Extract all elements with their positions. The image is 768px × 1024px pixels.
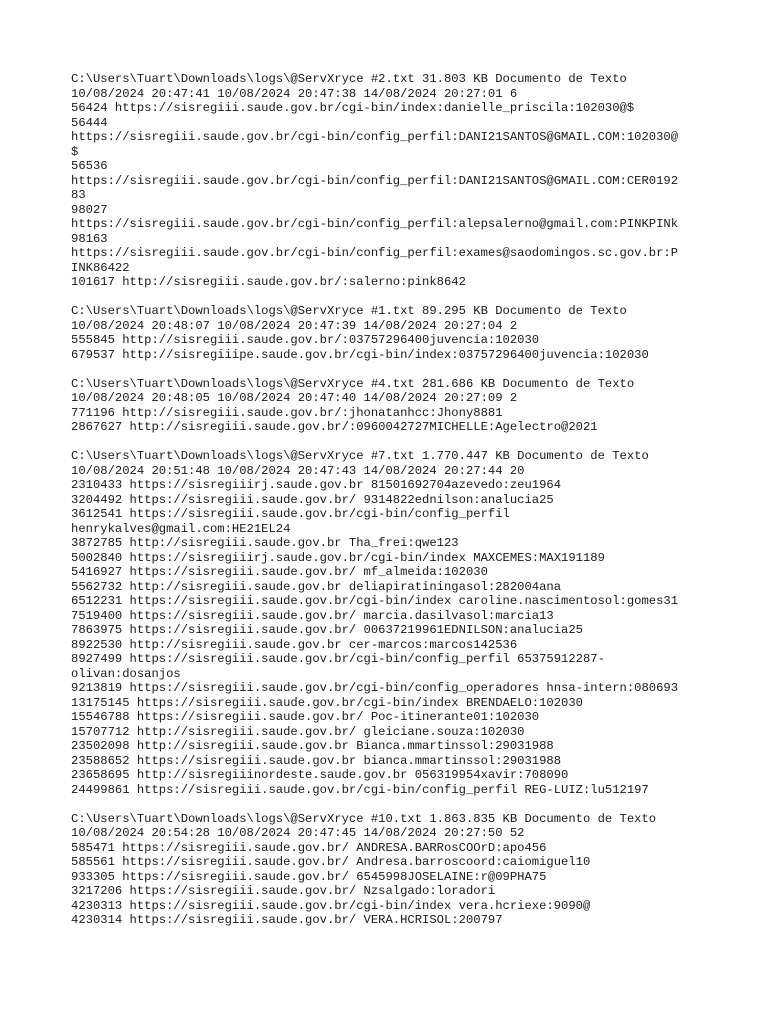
log-entry-block [71,304,701,362]
log-line: https://sisregiii.saude.gov.br/cgi-bin/config_perfil:alepsalerno@gmail.com:PINKPINk [71,217,679,231]
log-line: 771196 http://sisregiii.saude.gov.br/:jhonatanhcc:Jhony8881 [71,405,503,420]
log-line: 101617 http://sisregiii.saude.gov.br/:salerno:pink8642 [71,275,466,289]
log-timestamps: 10/08/2024 20:51:48 10/08/2024 20:47:43 14/08/2024 20:27:44 20 [71,463,525,478]
log-line: 585471 https://sisregiii.saude.gov.br/ ANDRESA.BARRosCOOrD:apo456 [71,840,547,855]
log-line: 8922530 http://sisregiii.saude.gov.br cer-marcos:marcos142536 [71,637,518,652]
log-line: 23588652 https://sisregiii.saude.gov.br bianca.mmartinssol:29031988 [71,753,562,768]
log-file-header: C:\Users\Tuart\Downloads\logs\@ServXryce #10.txt 1.863.835 KB Documento de Texto [71,811,657,826]
log-line: 3204492 https://sisregiii.saude.gov.br/ 9314822ednilson:analucia25 [71,492,554,507]
log-line: 4230313 https://sisregiii.saude.gov.br/cgi-bin/index vera.hcriexe:9090@ [71,898,591,913]
log-line: 15707712 http://sisregiii.saude.gov.br/ gleiciane.souza:102030 [71,724,525,739]
log-line: $ [71,144,79,159]
log-line: 3872785 http://sisregiii.saude.gov.br Tha_frei:qwe123 [71,536,459,550]
log-file-header: C:\Users\Tuart\Downloads\logs\@ServXryce #2.txt 31.803 KB Documento de Texto [71,72,627,86]
log-line: 679537 http://sisregiiipe.saude.gov.br/cgi-bin/index:03757296400juvencia:102030 [71,347,649,362]
log-line: INK86422 [71,260,130,275]
log-entry-block [71,812,701,928]
log-line: 2310433 https://sisregiiirj.saude.gov.br 81501692704azevedo:zeu1964 [71,478,562,492]
log-line: 555845 http://sisregiii.saude.gov.br/:03757296400juvencia:102030 [71,333,540,347]
log-line: 4230314 https://sisregiii.saude.gov.br/ VERA.HCRISOL:200797 [71,913,503,927]
log-line: 7519400 https://sisregiii.saude.gov.br/ marcia.dasilvasol:marcia13 [71,608,554,623]
log-entry-block [71,377,701,435]
log-line: https://sisregiii.saude.gov.br/cgi-bin/config_perfil:exames@saodomingos.sc.gov.br:P [71,246,679,260]
log-line: 5002840 https://sisregiiirj.saude.gov.br/cgi-bin/index MAXCEMES:MAX191189 [71,550,605,565]
log-line: henrykalves@gmail.com:HE21EL24 [71,521,291,536]
log-line: 24499861 https://sisregiii.saude.gov.br/cgi-bin/config_perfil REG-LUIZ:lu512197 [71,782,649,797]
log-line: 13175145 https://sisregiii.saude.gov.br/cgi-bin/index BRENDAELO:102030 [71,695,583,710]
log-line: 98027 [71,202,108,217]
log-timestamps: 10/08/2024 20:47:41 10/08/2024 20:47:38 14/08/2024 20:27:01 6 [71,86,518,101]
log-line: 98163 [71,231,108,246]
log-line: 7863975 https://sisregiii.saude.gov.br/ 00637219961EDNILSON:analucia25 [71,623,583,637]
log-file-header: C:\Users\Tuart\Downloads\logs\@ServXryce #4.txt 281.686 KB Documento de Texto [71,376,635,391]
log-line: 5416927 https://sisregiii.saude.gov.br/ mf_almeida:102030 [71,565,488,579]
log-line: 933305 https://sisregiii.saude.gov.br/ 6545998JOSELAINE:r@09PHA75 [71,869,547,884]
log-line: 9213819 https://sisregiii.saude.gov.br/cgi-bin/config_operadores hnsa-intern:080693 [71,681,679,695]
log-line: olivan:dosanjos [71,666,181,681]
log-entry-block [71,449,701,797]
log-line: https://sisregiii.saude.gov.br/cgi-bin/config_perfil:DANI21SANTOS@GMAIL.COM:102030@ [71,130,679,144]
log-line: 585561 https://sisregiii.saude.gov.br/ Andresa.barroscoord:caiomiguel10 [71,855,591,869]
log-line: 15546788 https://sisregiii.saude.gov.br/ Poc-itinerante01:102030 [71,710,540,724]
log-line: 3217206 https://sisregiii.saude.gov.br/ Nzsalgado:loradori [71,884,496,898]
log-timestamps: 10/08/2024 20:48:05 10/08/2024 20:47:40 14/08/2024 20:27:09 2 [71,391,518,405]
log-line: 56424 https://sisregiii.saude.gov.br/cgi-bin/index:danielle_priscila:102030@$ [71,101,635,115]
log-line: 2867627 http://sisregiii.saude.gov.br/:0960042727MICHELLE:Agelectro@2021 [71,420,598,434]
log-timestamps: 10/08/2024 20:54:28 10/08/2024 20:47:45 14/08/2024 20:27:50 52 [71,826,525,840]
log-text-body [71,72,701,942]
log-file-header: C:\Users\Tuart\Downloads\logs\@ServXryce #1.txt 89.295 KB Documento de Texto [71,304,627,318]
log-line: https://sisregiii.saude.gov.br/cgi-bin/config_perfil:DANI21SANTOS@GMAIL.COM:CER0192 [71,173,679,188]
log-line: 8927499 https://sisregiii.saude.gov.br/cgi-bin/config_perfil 65375912287- [71,652,605,666]
log-line: 56536 [71,159,108,173]
log-line: 23502098 http://sisregiii.saude.gov.br Bianca.mmartinssol:29031988 [71,739,554,753]
log-line: 56444 [71,115,108,130]
log-line: 6512231 https://sisregiii.saude.gov.br/cgi-bin/index caroline.nascimentosol:gomes31 [71,594,679,608]
log-line: 23658695 http://sisregiiinordeste.saude.gov.br 056319954xavir:708090 [71,768,569,782]
log-entry-block [71,72,701,290]
log-line: 83 [71,188,86,202]
log-file-header: C:\Users\Tuart\Downloads\logs\@ServXryce #7.txt 1.770.447 KB Documento de Texto [71,449,649,463]
log-line: 5562732 http://sisregiii.saude.gov.br deliapiratiningasol:282004ana [71,579,562,594]
log-line: 3612541 https://sisregiii.saude.gov.br/cgi-bin/config_perfil [71,507,510,521]
log-timestamps: 10/08/2024 20:48:07 10/08/2024 20:47:39 14/08/2024 20:27:04 2 [71,318,518,333]
